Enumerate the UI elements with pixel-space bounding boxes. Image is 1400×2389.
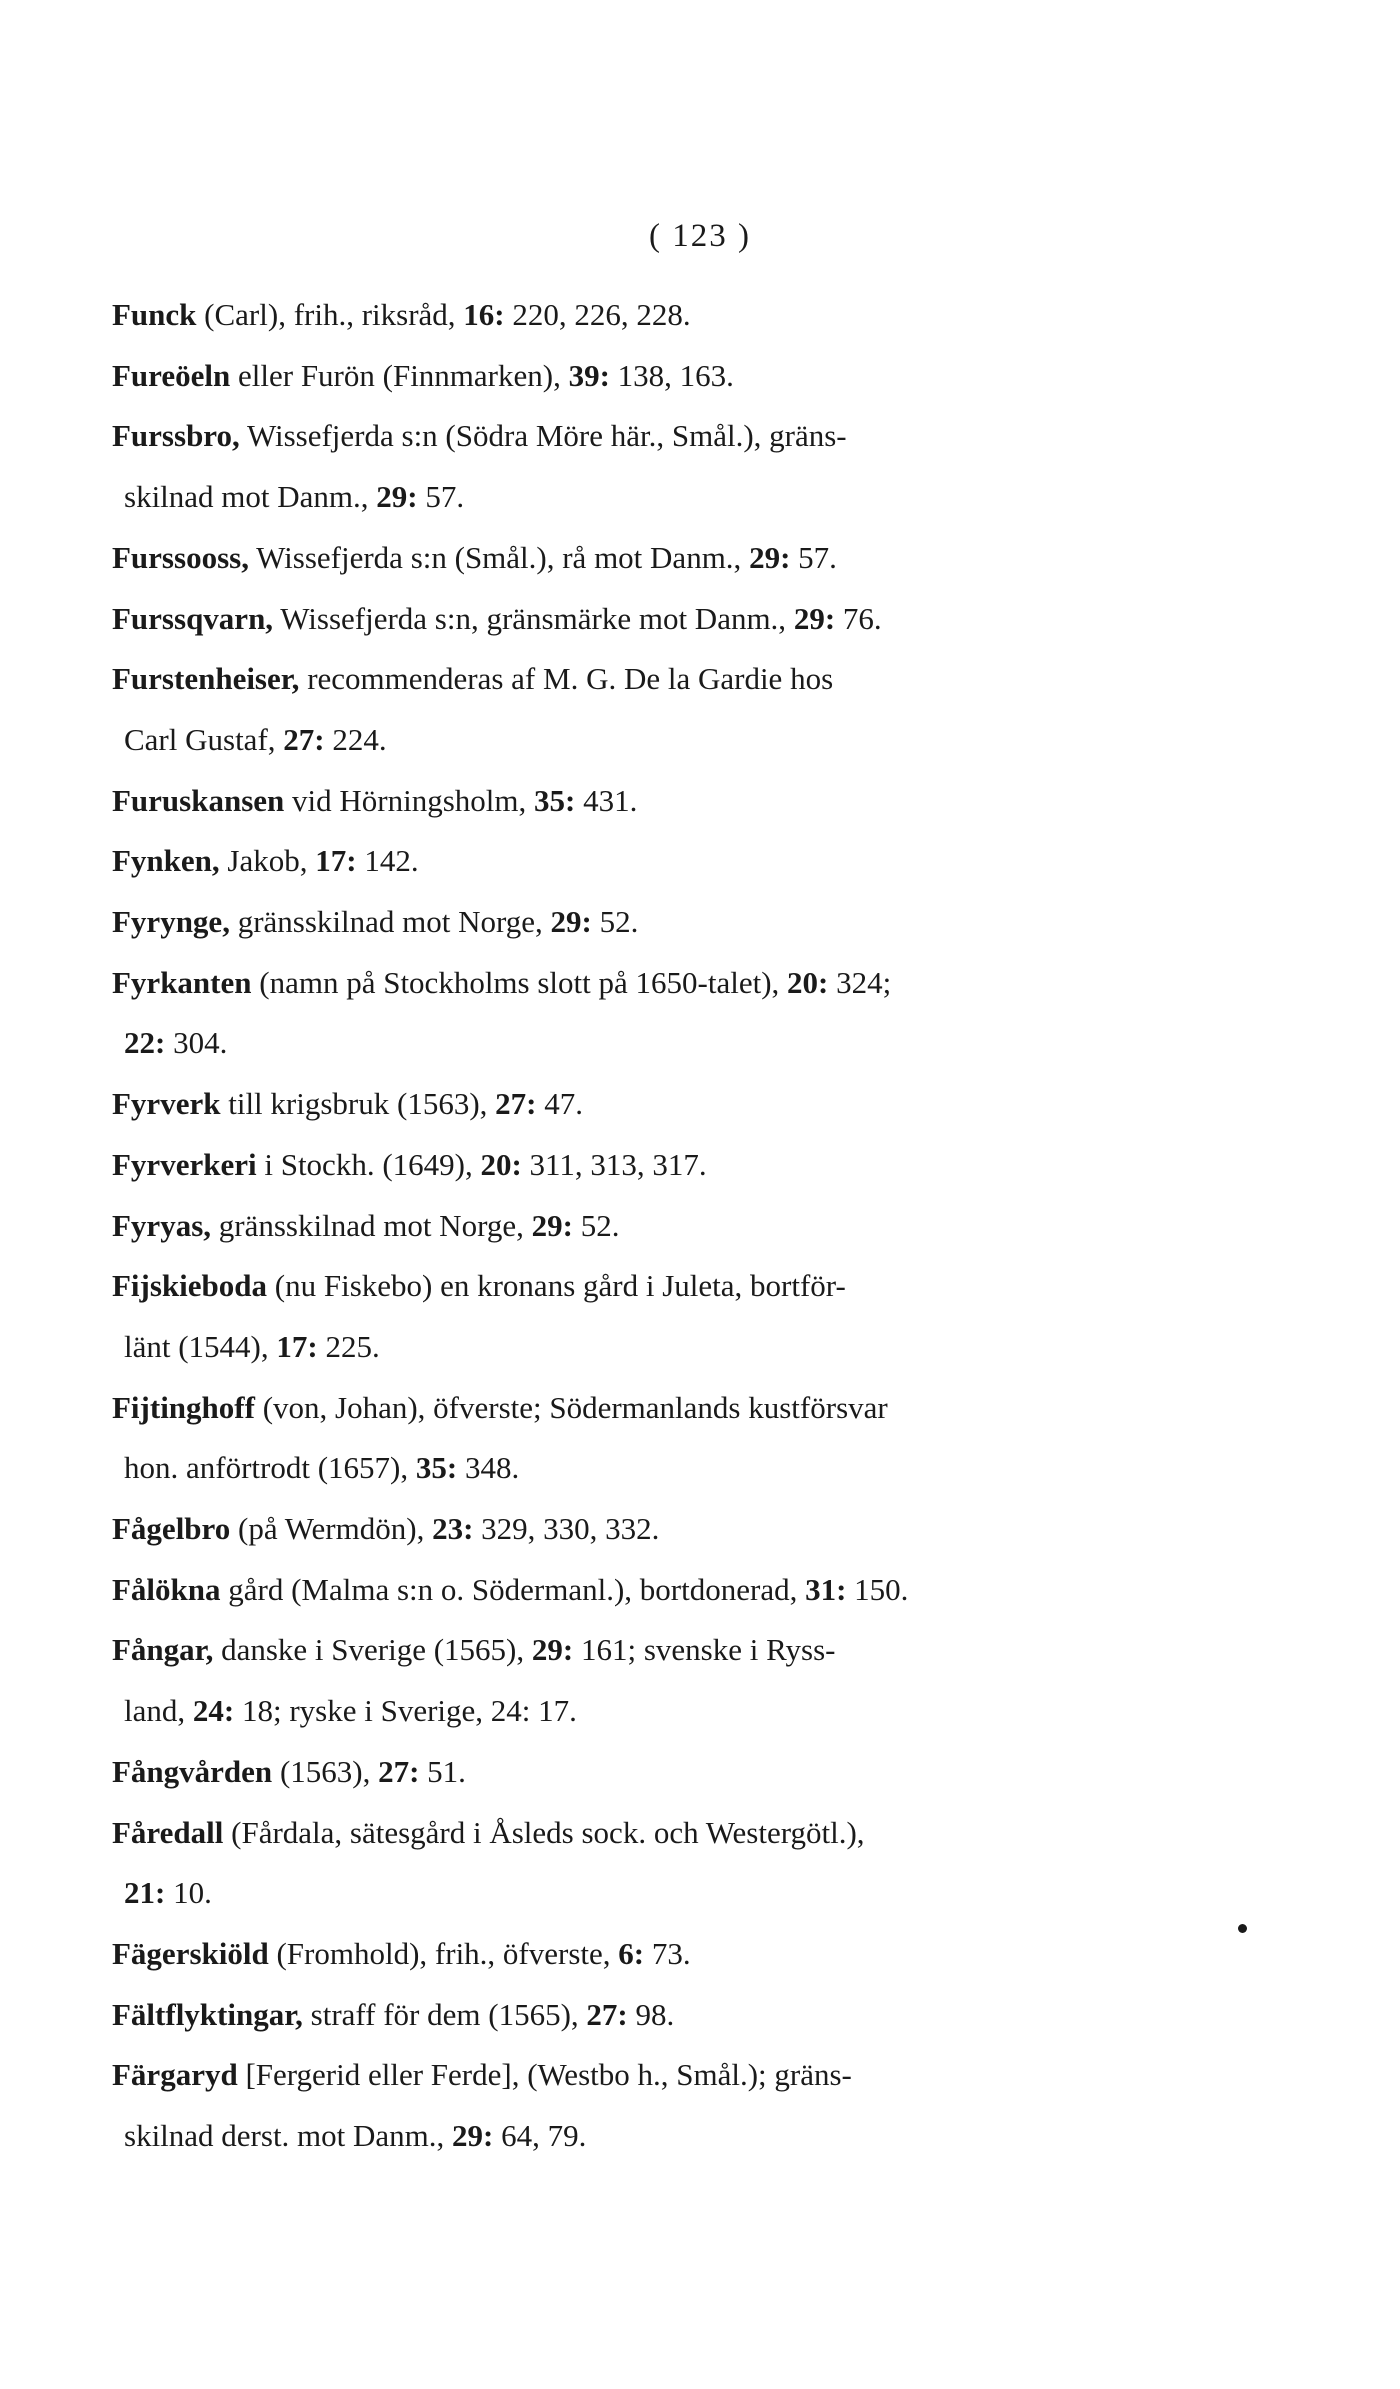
volume-number: 39:	[568, 357, 610, 393]
entry-text: Jakob,	[219, 843, 316, 879]
entry-text: Wissefjerda s:n (Smål.), rå mot Danm.,	[248, 539, 750, 575]
page-refs: 51.	[419, 1753, 466, 1789]
entry-text: (Fromhold), frih., öfverste,	[268, 1935, 619, 1971]
headword: Färgaryd	[112, 2057, 238, 2093]
index-entry	[112, 1074, 1187, 1135]
headword: Fyryas,	[112, 1207, 212, 1243]
index-entry	[112, 589, 1187, 650]
entry-text: Wissefjerda s:n, gränsmärke mot Danm.,	[273, 600, 794, 636]
entry-text: (Fårdala, sätesgård i Åsleds sock. och Westergötl.),	[223, 1814, 865, 1850]
entry-text: till krigsbruk (1563),	[220, 1086, 496, 1122]
headword: Fyrverkeri	[112, 1146, 257, 1182]
index-entry	[112, 406, 1187, 467]
index-entry-continuation	[112, 467, 1187, 528]
headword: Funck	[112, 297, 197, 332]
page-refs: 142.	[356, 843, 419, 879]
page-refs: 98.	[627, 1996, 675, 2032]
volume-number: 17:	[276, 1328, 318, 1364]
page-refs: 324;	[828, 964, 892, 1000]
volume-number: 29:	[531, 1632, 574, 1668]
index-entry	[112, 1560, 1187, 1621]
headword: Fågelbro	[112, 1511, 231, 1547]
volume-number: 29:	[452, 2118, 494, 2154]
entry-text: skilnad derst. mot Danm.,	[124, 2118, 453, 2154]
margin-dot-mark	[1238, 1924, 1247, 1933]
page-refs: 431.	[575, 782, 638, 818]
page-refs: 18; ryske i Sverige, 24: 17.	[234, 1693, 577, 1729]
headword: Fångvården	[112, 1753, 273, 1789]
headword: Fyrkanten	[112, 964, 252, 1000]
volume-number: 6:	[618, 1935, 645, 1971]
index-entry	[112, 528, 1187, 589]
index-entry	[112, 771, 1187, 832]
headword: Fyrverk	[112, 1086, 221, 1122]
page-refs: 150.	[846, 1571, 909, 1607]
page-refs: 57.	[790, 539, 837, 575]
page-refs: 348.	[457, 1450, 520, 1486]
entry-text: Wissefjerda s:n (Södra Möre här., Smål.), gräns-	[239, 418, 847, 454]
index-entry	[112, 1499, 1187, 1560]
page-number: ( 123 )	[649, 218, 751, 254]
index-entry	[112, 649, 1187, 710]
index-entry-continuation	[112, 1317, 1187, 1378]
headword: Fångar,	[112, 1632, 214, 1668]
page-refs: 329, 330, 332.	[473, 1511, 660, 1547]
entry-text: (nu Fiskebo) en kronans gård i Juleta, bortför-	[267, 1268, 846, 1304]
index-entry	[112, 2045, 1187, 2106]
volume-number: 27:	[495, 1086, 537, 1122]
entry-text: danske i Sverige (1565),	[213, 1632, 532, 1668]
entry-text: gård (Malma s:n o. Södermanl.), bortdonerad,	[220, 1571, 806, 1607]
entry-text: eller Furön (Finnmarken),	[230, 357, 569, 393]
index-entry	[112, 1620, 1187, 1681]
page-refs: 304.	[165, 1025, 228, 1061]
volume-number: 29:	[376, 479, 418, 515]
page-refs: 52.	[591, 904, 639, 940]
volume-number: 17:	[315, 843, 357, 879]
entry-text: (Carl), frih., riksråd,	[196, 297, 464, 332]
volume-number: 23:	[432, 1511, 474, 1547]
page-refs: 57.	[417, 479, 465, 515]
volume-number: 27:	[378, 1753, 420, 1789]
volume-number: 29:	[531, 1207, 573, 1243]
entry-text: Carl Gustaf,	[124, 721, 284, 757]
page-refs: 138, 163.	[609, 357, 734, 393]
index-entry	[112, 346, 1187, 407]
volume-number: 27:	[586, 1996, 628, 2032]
entry-text: gränsskilnad mot Norge,	[229, 904, 551, 940]
entry-text: gränsskilnad mot Norge,	[211, 1207, 532, 1243]
headword: Fureöeln	[112, 357, 231, 393]
headword: Fåredall	[112, 1814, 224, 1850]
headword: Furssqvarn,	[112, 600, 274, 636]
page-refs: 64, 79.	[493, 2118, 587, 2154]
page-refs: 47.	[536, 1086, 583, 1122]
headword: Fältflyktingar,	[112, 1996, 303, 2032]
index-entry	[112, 1196, 1187, 1257]
index-entry	[112, 831, 1187, 892]
page-refs: 225.	[317, 1328, 380, 1364]
entry-text: (1563),	[272, 1753, 379, 1789]
entry-text: (namn på Stockholms slott på 1650-talet),	[251, 964, 788, 1000]
index-entry-continuation	[112, 710, 1187, 771]
page-refs: 52.	[572, 1207, 620, 1243]
headword: Furssbro,	[112, 418, 240, 454]
index-entry-continuation	[112, 1438, 1187, 1499]
page-refs: 220, 226, 228.	[504, 297, 691, 332]
headword: Furssooss,	[112, 539, 249, 575]
entry-text: hon. anförtrodt (1657),	[124, 1450, 416, 1486]
page-refs: 161; svenske i Ryss-	[573, 1632, 836, 1668]
entry-text: recommenderas af M. G. De la Gardie hos	[299, 661, 834, 697]
headword: Fyrynge,	[112, 904, 230, 940]
headword: Furuskansen	[112, 782, 285, 818]
index-entry	[112, 892, 1187, 953]
entry-text: land,	[124, 1693, 193, 1729]
headword: Fägerskiöld	[112, 1935, 269, 1971]
volume-number: 29:	[749, 539, 791, 575]
headword: Furstenheiser,	[112, 661, 300, 697]
entry-text: vid Hörningsholm,	[284, 782, 535, 818]
index-entry	[112, 1985, 1187, 2046]
index-entry	[112, 953, 1187, 1014]
page-refs: 224.	[324, 721, 387, 757]
index-entry	[112, 1742, 1187, 1803]
index-entry	[112, 1803, 1187, 1864]
entry-text: skilnad mot Danm.,	[124, 479, 377, 515]
volume-number: 35:	[415, 1450, 458, 1486]
volume-number: 29:	[793, 600, 836, 636]
volume-number: 29:	[550, 904, 592, 940]
index-entry-continuation	[112, 1863, 1187, 1924]
entry-text: straff för dem (1565),	[302, 1996, 587, 2032]
index-entry-continuation	[112, 1013, 1187, 1074]
page-refs: 10.	[165, 1875, 212, 1911]
index-entry	[112, 1135, 1187, 1196]
index-entry-continuation	[112, 1681, 1187, 1742]
page-refs: 76.	[835, 600, 882, 636]
index-entry	[112, 1256, 1187, 1317]
volume-number: 21:	[124, 1875, 166, 1911]
headword: Fynken,	[112, 843, 220, 879]
page-refs: 311, 313, 317.	[521, 1146, 707, 1182]
volume-number: 20:	[787, 964, 829, 1000]
entry-text: länt (1544),	[124, 1328, 277, 1364]
entry-text: [Fergerid eller Ferde], (Westbo h., Smål.); gräns-	[237, 2057, 852, 2093]
entry-text: (på Wermdön),	[230, 1511, 433, 1547]
volume-number: 24:	[192, 1693, 235, 1729]
headword: Fijtinghoff	[112, 1389, 255, 1425]
index-entry	[112, 1378, 1187, 1439]
index-entries	[112, 285, 1187, 2167]
entry-text: (von, Johan), öfverste; Södermanlands kustförsvar	[254, 1389, 888, 1425]
headword: Fålökna	[112, 1571, 221, 1607]
volume-number: 16:	[463, 297, 505, 332]
headword: Fijskieboda	[112, 1268, 268, 1304]
index-entry	[112, 285, 1187, 346]
index-entry	[112, 1924, 1187, 1985]
volume-number: 31:	[805, 1571, 847, 1607]
volume-number: 35:	[534, 782, 576, 818]
volume-number: 22:	[124, 1025, 166, 1061]
index-entry-continuation	[112, 2106, 1187, 2167]
volume-number: 27:	[283, 721, 325, 757]
entry-text: i Stockh. (1649),	[256, 1146, 481, 1182]
volume-number: 20:	[480, 1146, 522, 1182]
page-refs: 73.	[644, 1935, 691, 1971]
